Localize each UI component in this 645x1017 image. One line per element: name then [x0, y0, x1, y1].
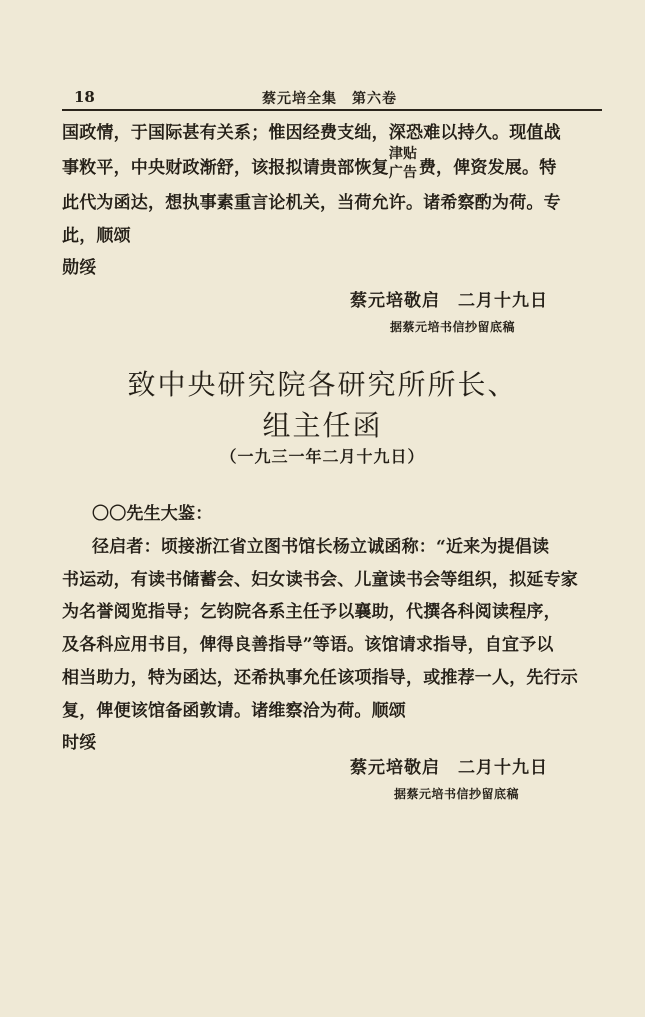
body-text: 事敉平，中央财政渐舒，该报拟请贵部恢复 [62, 158, 389, 178]
letter-title: 组主任函 [262, 409, 383, 442]
body-line: 相当助力，特为函达，还希执事允任该项指导，或推荐一人，先行示 [62, 668, 578, 688]
body-line: 为名誉阅览指导；乞钧院各系主任予以襄助，代撰各科阅读程序， [62, 602, 561, 622]
header-rule [62, 109, 602, 111]
source-note: 据蔡元培书信抄留底稿 [394, 787, 520, 801]
page-number: 18 [74, 88, 95, 106]
body-line: 及各科应用书目，俾得良善指导”等语。该馆请求指导，自宜予以 [62, 635, 554, 655]
running-title: 蔡元培全集 第六卷 [262, 91, 397, 107]
body-text: 费，俾资发展。特 [418, 158, 557, 178]
interlinear-revision [388, 146, 419, 181]
salutation: 〇〇先生大鉴： [92, 504, 213, 524]
closing-line: 时绥 [62, 733, 97, 753]
signature: 蔡元培敬启 二月十九日 [350, 758, 548, 778]
letter-date: （一九三一年二月十九日） [220, 447, 425, 466]
body-line: 书运动，有读书储蓄会、妇女读书会、儿童读书会等组织，拟延专家 [62, 570, 578, 590]
source-note: 据蔡元培书信抄留底稿 [390, 320, 516, 334]
revision-inserted-text: 津贴 [388, 146, 418, 162]
letter-title: 致中央研究院各研究所所长、 [127, 368, 518, 401]
body-line: 径启者：顷接浙江省立图书馆长杨立诚函称：“近来为提倡读 [92, 537, 550, 557]
body-line [62, 146, 557, 181]
body-line: 此代为函达，想执事素重言论机关，当荷允许。诸希察酌为荷。专 [62, 193, 561, 213]
page-header [62, 88, 602, 116]
body-line: 复，俾便该馆备函敦请。诸维察洽为荷。顺颂 [62, 701, 406, 721]
body-line: 此，顺颂 [62, 226, 131, 246]
closing-line: 勋绥 [62, 258, 97, 278]
revision-original-text: 广告 [388, 165, 418, 181]
signature: 蔡元培敬启 二月十九日 [350, 291, 548, 311]
body-line: 国政情，于国际甚有关系；惟因经费支绌，深恐难以持久。现值战 [62, 123, 561, 143]
